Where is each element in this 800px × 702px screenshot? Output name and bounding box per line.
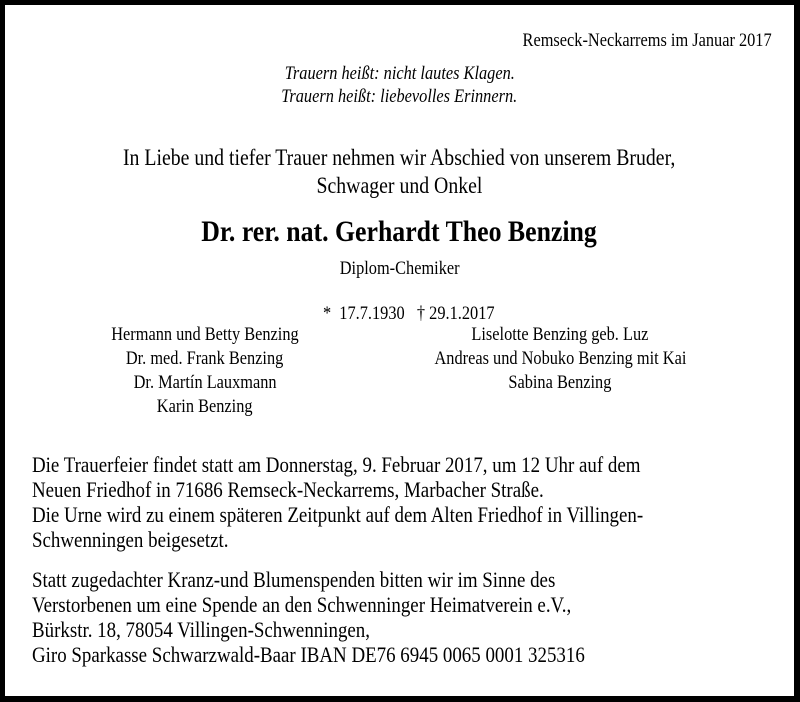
mourner-name: Andreas und Nobuko Benzing mit Kai [434, 348, 686, 369]
donation-info-line: Verstorbenen um eine Spende an den Schwenninger Heimatverein e.V., [32, 592, 572, 617]
quote-line-1 [5, 63, 794, 85]
funeral-info-line: Die Urne wird zu einem späteren Zeitpunkt auf dem Alten Friedhof in Villingen- [32, 502, 644, 527]
mourner [55, 347, 355, 371]
mourner [380, 347, 740, 371]
funeral-info-line: Neuen Friedhof in 71686 Remseck-Neckarrems, Marbacher Straße. [32, 477, 544, 502]
mourner [380, 371, 740, 395]
quote-text: Trauern heißt: liebevolles Erinnern. [281, 86, 518, 107]
intro-line-1 [5, 145, 794, 171]
mourners-left [55, 323, 355, 419]
intro-text: Schwager und Onkel [316, 173, 483, 198]
funeral-info-line: Die Trauerfeier findet statt am Donnerstag, 9. Februar 2017, um 12 Uhr auf dem [32, 452, 641, 477]
donation-info [32, 567, 675, 667]
intro-text: In Liebe und tiefer Trauer nehmen wir Abschied von unserem Bruder, [123, 145, 676, 170]
deceased-name-text: Dr. rer. nat. Gerhardt Theo Benzing [201, 215, 598, 248]
mourner-name: Sabina Benzing [508, 372, 612, 393]
mourner [55, 371, 355, 395]
mourners-right [380, 323, 740, 395]
mourner-name: Liselotte Benzing geb. Luz [471, 324, 649, 345]
mourner-name: Karin Benzing [157, 396, 253, 417]
mourner [55, 395, 355, 419]
dates-text: * 17.7.1930 † 29.1.2017 [323, 303, 495, 324]
deceased-profession [5, 258, 794, 280]
profession-text: Diplom-Chemiker [339, 258, 460, 279]
mourner [380, 323, 740, 347]
mourner-name: Dr. Martín Lauxmann [133, 372, 277, 393]
place-date-text: Remseck-Neckarrems im Januar 2017 [522, 30, 772, 51]
quote-text: Trauern heißt: nicht lautes Klagen. [284, 63, 515, 84]
donation-info-line: Statt zugedachter Kranz-und Blumenspenden bitten wir im Sinne des [32, 567, 556, 592]
donation-info-line: Bürkstr. 18, 78054 Villingen-Schwenningen, [32, 617, 371, 642]
obituary-notice [5, 5, 794, 696]
mourner [55, 323, 355, 347]
mourner-name: Dr. med. Frank Benzing [126, 348, 284, 369]
intro-line-2 [5, 173, 794, 199]
donation-info-line: Giro Sparkasse Schwarzwald-Baar IBAN DE76 6945 0065 0001 325316 [32, 642, 585, 667]
quote-line-2 [5, 86, 794, 108]
funeral-info [32, 452, 743, 552]
place-date [482, 30, 772, 52]
mourner-name: Hermann und Betty Benzing [111, 324, 299, 345]
funeral-info-line: Schwenningen beigesetzt. [32, 527, 229, 552]
deceased-name [5, 215, 794, 249]
